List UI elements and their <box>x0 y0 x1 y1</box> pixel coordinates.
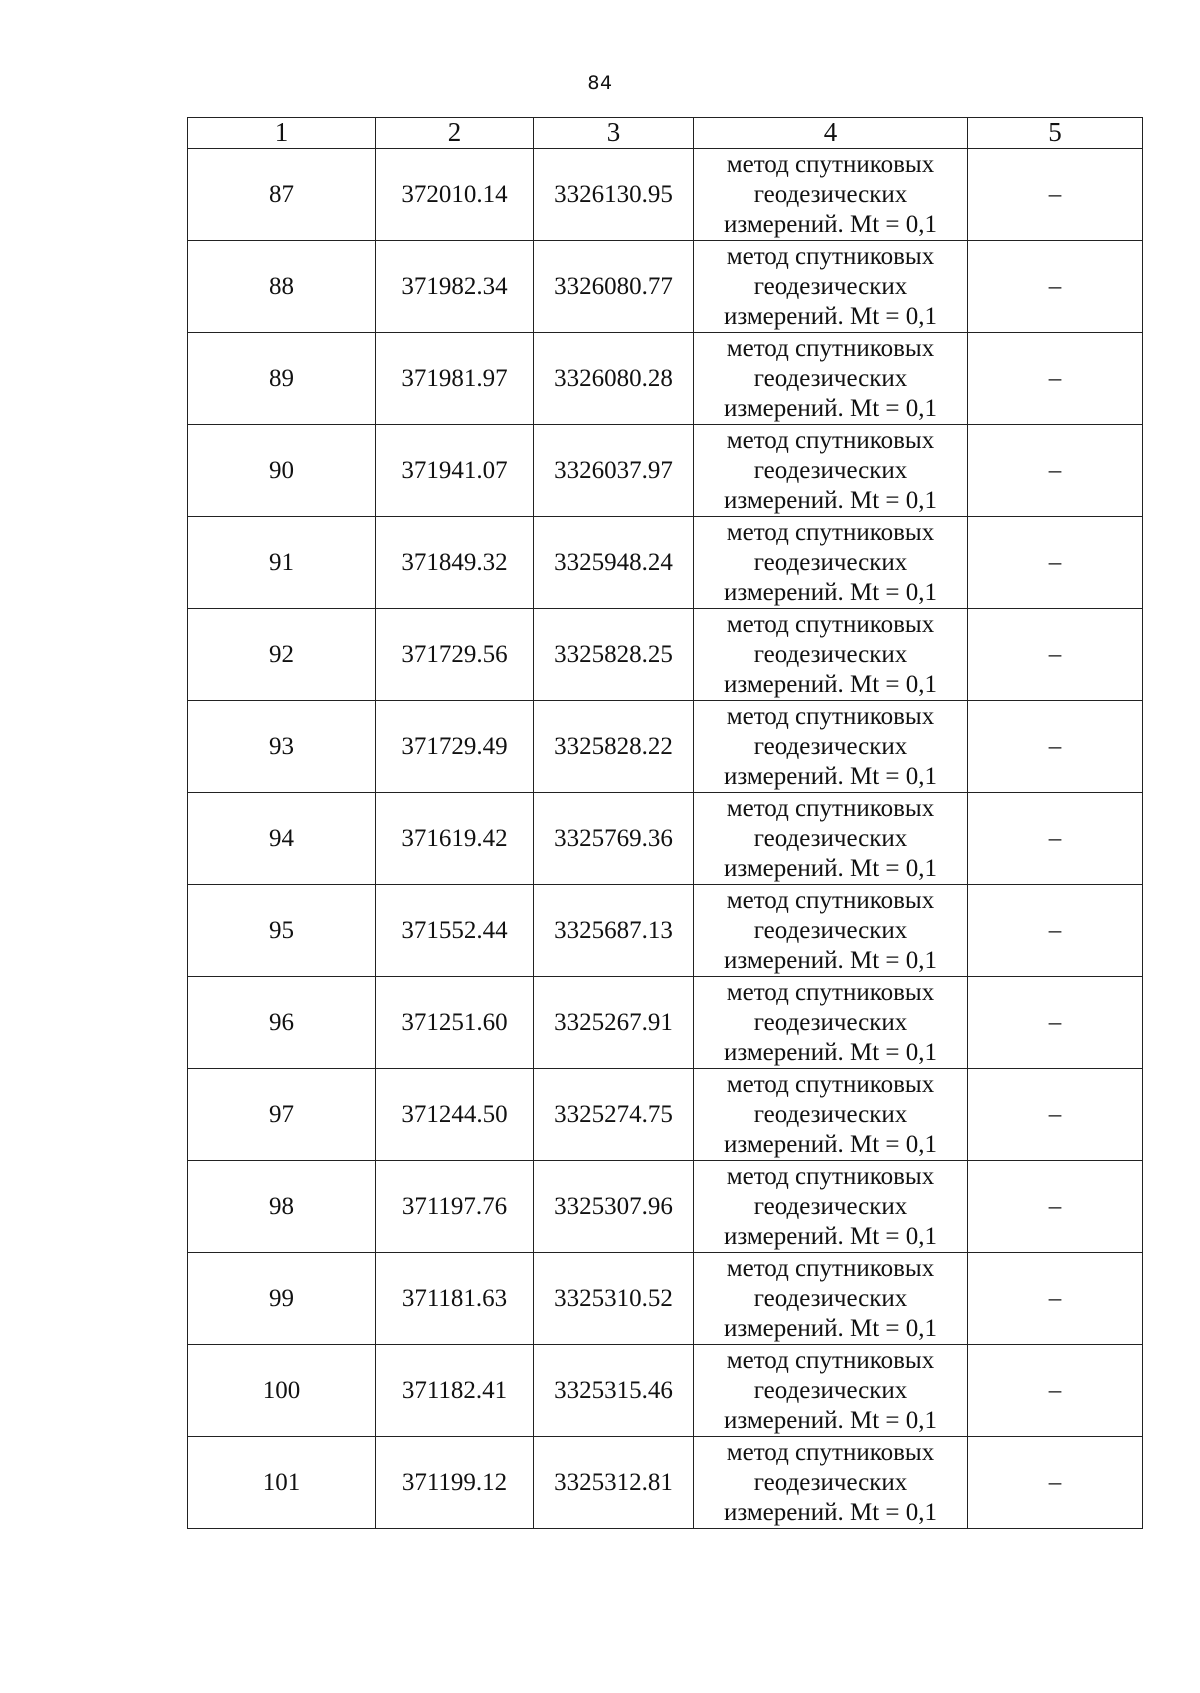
method-line: измерений. Mt = 0,1 <box>723 394 938 422</box>
method-line: геодезических <box>753 640 908 668</box>
method-line: метод спутниковых <box>726 702 935 730</box>
method-line: измерений. Mt = 0,1 <box>723 1222 938 1250</box>
table-row <box>188 1069 1143 1161</box>
point-number-cell: 100 <box>188 1345 376 1437</box>
x-coordinate-cell: 371729.56 <box>376 609 534 701</box>
table-row <box>188 425 1143 517</box>
point-number-cell: 101 <box>188 1437 376 1529</box>
note-cell: – <box>968 793 1143 885</box>
method-cell <box>694 1253 968 1345</box>
method-line: геодезических <box>753 1376 908 1404</box>
method-cell <box>694 1069 968 1161</box>
header-row <box>188 118 1143 149</box>
method-line: измерений. Mt = 0,1 <box>723 578 938 606</box>
table-header <box>188 118 1143 149</box>
point-number-cell: 92 <box>188 609 376 701</box>
header-cell-4: 4 <box>694 118 968 149</box>
y-coordinate-cell: 3326080.28 <box>534 333 694 425</box>
method-cell <box>694 609 968 701</box>
method-line: измерений. Mt = 0,1 <box>723 1314 938 1342</box>
x-coordinate-cell: 371729.49 <box>376 701 534 793</box>
point-number-cell: 95 <box>188 885 376 977</box>
point-number-cell: 97 <box>188 1069 376 1161</box>
method-line: метод спутниковых <box>726 1070 935 1098</box>
note-cell: – <box>968 425 1143 517</box>
note-cell: – <box>968 609 1143 701</box>
point-number-cell: 96 <box>188 977 376 1069</box>
method-line: геодезических <box>753 180 908 208</box>
note-cell: – <box>968 977 1143 1069</box>
method-line: геодезических <box>753 1008 908 1036</box>
y-coordinate-cell: 3325267.91 <box>534 977 694 1069</box>
x-coordinate-cell: 372010.14 <box>376 149 534 241</box>
table-row <box>188 1437 1143 1529</box>
method-line: метод спутниковых <box>726 886 935 914</box>
y-coordinate-cell: 3325828.22 <box>534 701 694 793</box>
y-coordinate-cell: 3325687.13 <box>534 885 694 977</box>
method-line: геодезических <box>753 548 908 576</box>
x-coordinate-cell: 371552.44 <box>376 885 534 977</box>
table-row <box>188 1253 1143 1345</box>
method-line: измерений. Mt = 0,1 <box>723 1130 938 1158</box>
method-cell <box>694 701 968 793</box>
x-coordinate-cell: 371181.63 <box>376 1253 534 1345</box>
y-coordinate-cell: 3326080.77 <box>534 241 694 333</box>
method-line: метод спутниковых <box>726 242 935 270</box>
method-line: геодезических <box>753 456 908 484</box>
header-cell-2: 2 <box>376 118 534 149</box>
method-line: геодезических <box>753 1284 908 1312</box>
x-coordinate-cell: 371982.34 <box>376 241 534 333</box>
y-coordinate-cell: 3326130.95 <box>534 149 694 241</box>
note-cell: – <box>968 1069 1143 1161</box>
x-coordinate-cell: 371941.07 <box>376 425 534 517</box>
method-cell <box>694 425 968 517</box>
method-line: измерений. Mt = 0,1 <box>723 1406 938 1434</box>
method-cell <box>694 1161 968 1253</box>
y-coordinate-cell: 3325769.36 <box>534 793 694 885</box>
method-line: измерений. Mt = 0,1 <box>723 854 938 882</box>
method-cell <box>694 241 968 333</box>
method-cell <box>694 1345 968 1437</box>
point-number-cell: 94 <box>188 793 376 885</box>
point-number-cell: 99 <box>188 1253 376 1345</box>
method-line: метод спутниковых <box>726 334 935 362</box>
method-line: геодезических <box>753 732 908 760</box>
x-coordinate-cell: 371197.76 <box>376 1161 534 1253</box>
y-coordinate-cell: 3325312.81 <box>534 1437 694 1529</box>
coordinates-table <box>187 117 1143 1529</box>
table-body <box>188 149 1143 1529</box>
method-line: метод спутниковых <box>726 1254 935 1282</box>
method-line: метод спутниковых <box>726 518 935 546</box>
table-row <box>188 333 1143 425</box>
point-number-cell: 98 <box>188 1161 376 1253</box>
note-cell: – <box>968 149 1143 241</box>
y-coordinate-cell: 3325948.24 <box>534 517 694 609</box>
point-number-cell: 91 <box>188 517 376 609</box>
method-line: метод спутниковых <box>726 426 935 454</box>
y-coordinate-cell: 3326037.97 <box>534 425 694 517</box>
x-coordinate-cell: 371182.41 <box>376 1345 534 1437</box>
y-coordinate-cell: 3325315.46 <box>534 1345 694 1437</box>
page-number: 84 <box>587 72 613 94</box>
method-line: измерений. Mt = 0,1 <box>723 762 938 790</box>
x-coordinate-cell: 371199.12 <box>376 1437 534 1529</box>
method-line: геодезических <box>753 1100 908 1128</box>
method-line: метод спутниковых <box>726 794 935 822</box>
method-line: метод спутниковых <box>726 610 935 638</box>
note-cell: – <box>968 333 1143 425</box>
method-line: геодезических <box>753 1468 908 1496</box>
note-cell: – <box>968 517 1143 609</box>
note-cell: – <box>968 1345 1143 1437</box>
x-coordinate-cell: 371981.97 <box>376 333 534 425</box>
note-cell: – <box>968 1253 1143 1345</box>
method-line: измерений. Mt = 0,1 <box>723 946 938 974</box>
method-cell <box>694 885 968 977</box>
note-cell: – <box>968 701 1143 793</box>
method-cell <box>694 149 968 241</box>
method-line: метод спутниковых <box>726 1346 935 1374</box>
point-number-cell: 93 <box>188 701 376 793</box>
x-coordinate-cell: 371849.32 <box>376 517 534 609</box>
table-row <box>188 609 1143 701</box>
method-cell <box>694 517 968 609</box>
table-row <box>188 977 1143 1069</box>
table-row <box>188 149 1143 241</box>
table-row <box>188 701 1143 793</box>
method-line: геодезических <box>753 824 908 852</box>
method-line: измерений. Mt = 0,1 <box>723 486 938 514</box>
method-line: измерений. Mt = 0,1 <box>723 1498 938 1526</box>
table-row <box>188 793 1143 885</box>
table-row <box>188 1161 1143 1253</box>
header-cell-1: 1 <box>188 118 376 149</box>
x-coordinate-cell: 371251.60 <box>376 977 534 1069</box>
header-cell-3: 3 <box>534 118 694 149</box>
table-row <box>188 885 1143 977</box>
note-cell: – <box>968 1161 1143 1253</box>
method-line: измерений. Mt = 0,1 <box>723 1038 938 1066</box>
method-line: геодезических <box>753 272 908 300</box>
method-cell <box>694 333 968 425</box>
y-coordinate-cell: 3325307.96 <box>534 1161 694 1253</box>
table-row <box>188 1345 1143 1437</box>
method-line: измерений. Mt = 0,1 <box>723 210 938 238</box>
note-cell: – <box>968 885 1143 977</box>
method-line: измерений. Mt = 0,1 <box>723 670 938 698</box>
method-line: геодезических <box>753 364 908 392</box>
method-line: геодезических <box>753 1192 908 1220</box>
x-coordinate-cell: 371619.42 <box>376 793 534 885</box>
method-line: геодезических <box>753 916 908 944</box>
note-cell: – <box>968 1437 1143 1529</box>
y-coordinate-cell: 3325828.25 <box>534 609 694 701</box>
method-line: метод спутниковых <box>726 1438 935 1466</box>
method-line: метод спутниковых <box>726 150 935 178</box>
x-coordinate-cell: 371244.50 <box>376 1069 534 1161</box>
method-cell <box>694 1437 968 1529</box>
point-number-cell: 87 <box>188 149 376 241</box>
method-line: измерений. Mt = 0,1 <box>723 302 938 330</box>
point-number-cell: 89 <box>188 333 376 425</box>
y-coordinate-cell: 3325310.52 <box>534 1253 694 1345</box>
point-number-cell: 90 <box>188 425 376 517</box>
method-line: метод спутниковых <box>726 978 935 1006</box>
y-coordinate-cell: 3325274.75 <box>534 1069 694 1161</box>
point-number-cell: 88 <box>188 241 376 333</box>
method-cell <box>694 793 968 885</box>
note-cell: – <box>968 241 1143 333</box>
method-cell <box>694 977 968 1069</box>
method-line: метод спутниковых <box>726 1162 935 1190</box>
table-row <box>188 241 1143 333</box>
table-row <box>188 517 1143 609</box>
header-cell-5: 5 <box>968 118 1143 149</box>
